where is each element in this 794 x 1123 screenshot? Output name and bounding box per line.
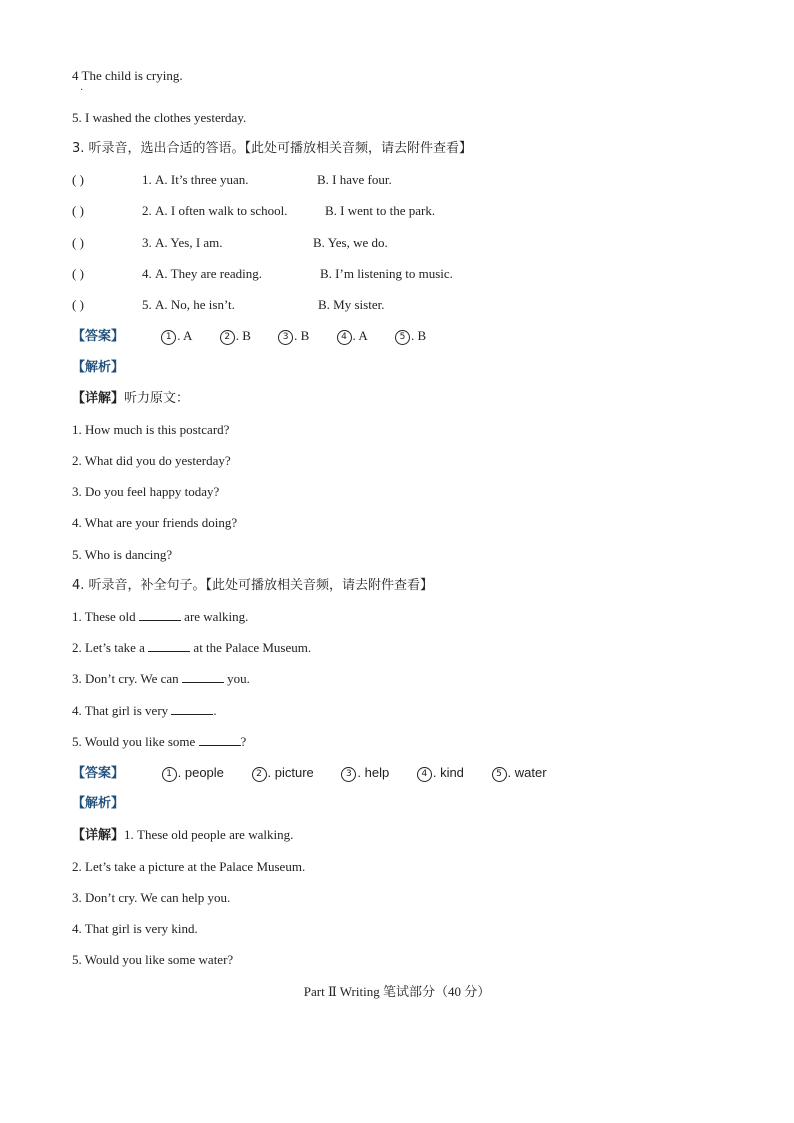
option-b: B. Yes, we do. (313, 235, 388, 250)
prev-item-4: 4 The child is crying. (72, 68, 183, 83)
answer-item: 4 . kind (417, 764, 464, 782)
fill-blank (139, 608, 181, 621)
transcript-5: 5. Who is dancing? (72, 547, 173, 562)
s4-detail-line-2: 2. Let’s take a picture at the Palace Museum. (72, 859, 306, 874)
option-a: A. No, he isn’t. (155, 297, 235, 312)
answer-item: 4 . A (337, 327, 368, 345)
prev-item-5: 5. I washed the clothes yesterday. (72, 110, 247, 125)
transcript-1: 1. How much is this postcard? (72, 422, 230, 437)
s3-answer-row (72, 327, 450, 346)
s3-question-2: ( ) 2. A. I often walk to school. B. I went to the park. (72, 203, 436, 218)
s3-question-1: ( ) 1. A. It’s three yuan. B. I have four. (72, 172, 392, 187)
s4-item-4: 4. That girl is very . (72, 703, 217, 718)
fill-blank (148, 639, 190, 652)
transcript-3: 3. Do you feel happy today? (72, 484, 220, 499)
answer-item: 3 . B (278, 327, 309, 345)
s4-item-2: 2. Let’s take a at the Palace Museum. (72, 640, 312, 655)
option-a: A. I often walk to school. (155, 203, 288, 218)
detail-label: 【详解】 (72, 391, 125, 406)
answer-paren: ( ) (72, 235, 84, 250)
stray-dot: · (80, 85, 84, 96)
fill-blank (182, 670, 224, 683)
s4-detail-line-1: 【详解】1. These old people are walking. (72, 827, 294, 843)
answer-label: 【答案】 (72, 329, 125, 344)
part-footer: Part Ⅱ Writing 笔试部分（40 分） (303, 984, 491, 999)
answer-paren: ( ) (72, 297, 84, 312)
transcript-2: 2. What did you do yesterday? (72, 453, 231, 468)
s4-detail-line-3: 3. Don’t cry. We can help you. (72, 890, 231, 905)
answer-item: 3 . help (341, 764, 389, 782)
option-b: B. My sister. (318, 297, 385, 312)
answer-item: 5 . B (395, 327, 426, 345)
answer-paren: ( ) (72, 266, 84, 281)
fill-blank (199, 733, 241, 746)
option-a: A. Yes, I am. (155, 235, 223, 250)
answer-item: 2 . picture (252, 764, 314, 782)
s3-question-5: ( ) 5. A. No, he isn’t. B. My sister. (72, 297, 385, 312)
transcript-4: 4. What are your friends doing? (72, 515, 238, 530)
answer-item: 1 . A (161, 327, 192, 345)
answer-paren: ( ) (72, 172, 84, 187)
s4-answer-row (72, 764, 571, 783)
s3-detail-line (72, 390, 189, 408)
answer-item: 1 . people (162, 764, 224, 782)
option-a: A. They are reading. (155, 266, 262, 281)
fill-blank (171, 702, 213, 715)
answer-label: 【答案】 (72, 766, 125, 781)
s3-question-3: ( ) 3. A. Yes, I am. B. Yes, we do. (72, 235, 388, 250)
detail-label: 【详解】 (72, 828, 125, 843)
s4-item-3: 3. Don’t cry. We can you. (72, 671, 250, 686)
option-b: B. I went to the park. (325, 203, 436, 218)
s4-detail-line-5: 5. Would you like some water? (72, 952, 234, 967)
s3-analysis-label: 【解析】 (72, 360, 125, 375)
answer-item: 2 . B (220, 327, 251, 345)
section3-heading: 3. 听录音，选出合适的答语。【此处可播放相关音频，请去附件查看】 (72, 141, 473, 156)
section4-heading: 4. 听录音，补全句子。【此处可播放相关音频，请去附件查看】 (72, 578, 434, 593)
option-b: B. I have four. (317, 172, 392, 187)
answer-item: 5 . water (492, 764, 547, 782)
s3-question-4: ( ) 4. A. They are reading. B. I’m listening to music. (72, 266, 453, 281)
s4-item-1: 1. These old are walking. (72, 609, 249, 624)
s4-item-5: 5. Would you like some ? (72, 734, 247, 749)
s4-detail-line-4: 4. That girl is very kind. (72, 921, 198, 936)
option-a: A. It’s three yuan. (155, 172, 249, 187)
s4-analysis-label: 【解析】 (72, 796, 125, 811)
option-b: B. I’m listening to music. (320, 266, 453, 281)
answer-paren: ( ) (72, 203, 84, 218)
detail-text: 听力原文： (124, 391, 190, 406)
